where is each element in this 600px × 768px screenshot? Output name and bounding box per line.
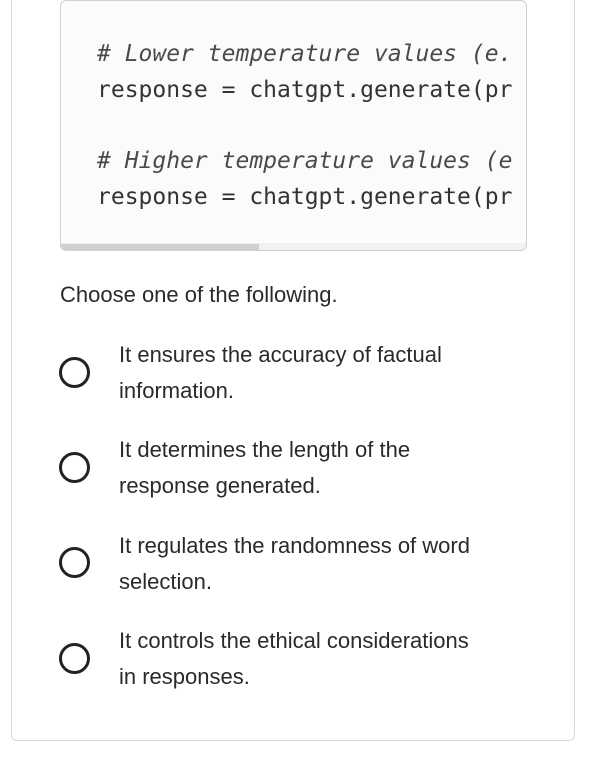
option-label[interactable]: [119, 432, 539, 504]
answer-option[interactable]: [57, 623, 537, 695]
option-label-line: It ensures the accuracy of factual: [119, 342, 442, 367]
option-label-line: It regulates the randomness of word: [119, 533, 470, 558]
code-comment-line: # Lower temperature values (e.: [97, 41, 513, 67]
radio-button[interactable]: [59, 547, 90, 578]
code-line: response = chatgpt.generate(pr: [97, 184, 513, 210]
question-instruction: Choose one of the following.: [60, 282, 338, 307]
option-label[interactable]: [119, 337, 539, 409]
option-label[interactable]: [119, 528, 539, 600]
radio-button[interactable]: [59, 357, 90, 388]
answer-option[interactable]: [57, 337, 537, 409]
answer-option[interactable]: [57, 432, 537, 504]
code-block: [60, 0, 527, 251]
radio-button[interactable]: [59, 452, 90, 483]
code-line: response = chatgpt.generate(pr: [97, 77, 513, 103]
answer-option[interactable]: [57, 528, 537, 600]
option-label-line: It controls the ethical considerations: [119, 628, 469, 653]
option-label-line: It determines the length of the: [119, 437, 411, 462]
horizontal-scrollbar[interactable]: [61, 243, 526, 250]
option-label[interactable]: [119, 623, 539, 695]
code-comment-line: # Higher temperature values (e: [97, 148, 513, 174]
scrollbar-thumb[interactable]: [61, 244, 259, 250]
option-label-line: response generated.: [119, 473, 321, 498]
radio-button[interactable]: [59, 643, 90, 674]
option-label-line: information.: [119, 378, 234, 403]
option-label-line: in responses.: [119, 664, 250, 689]
code-viewport: [97, 1, 526, 241]
option-label-line: selection.: [119, 569, 212, 594]
